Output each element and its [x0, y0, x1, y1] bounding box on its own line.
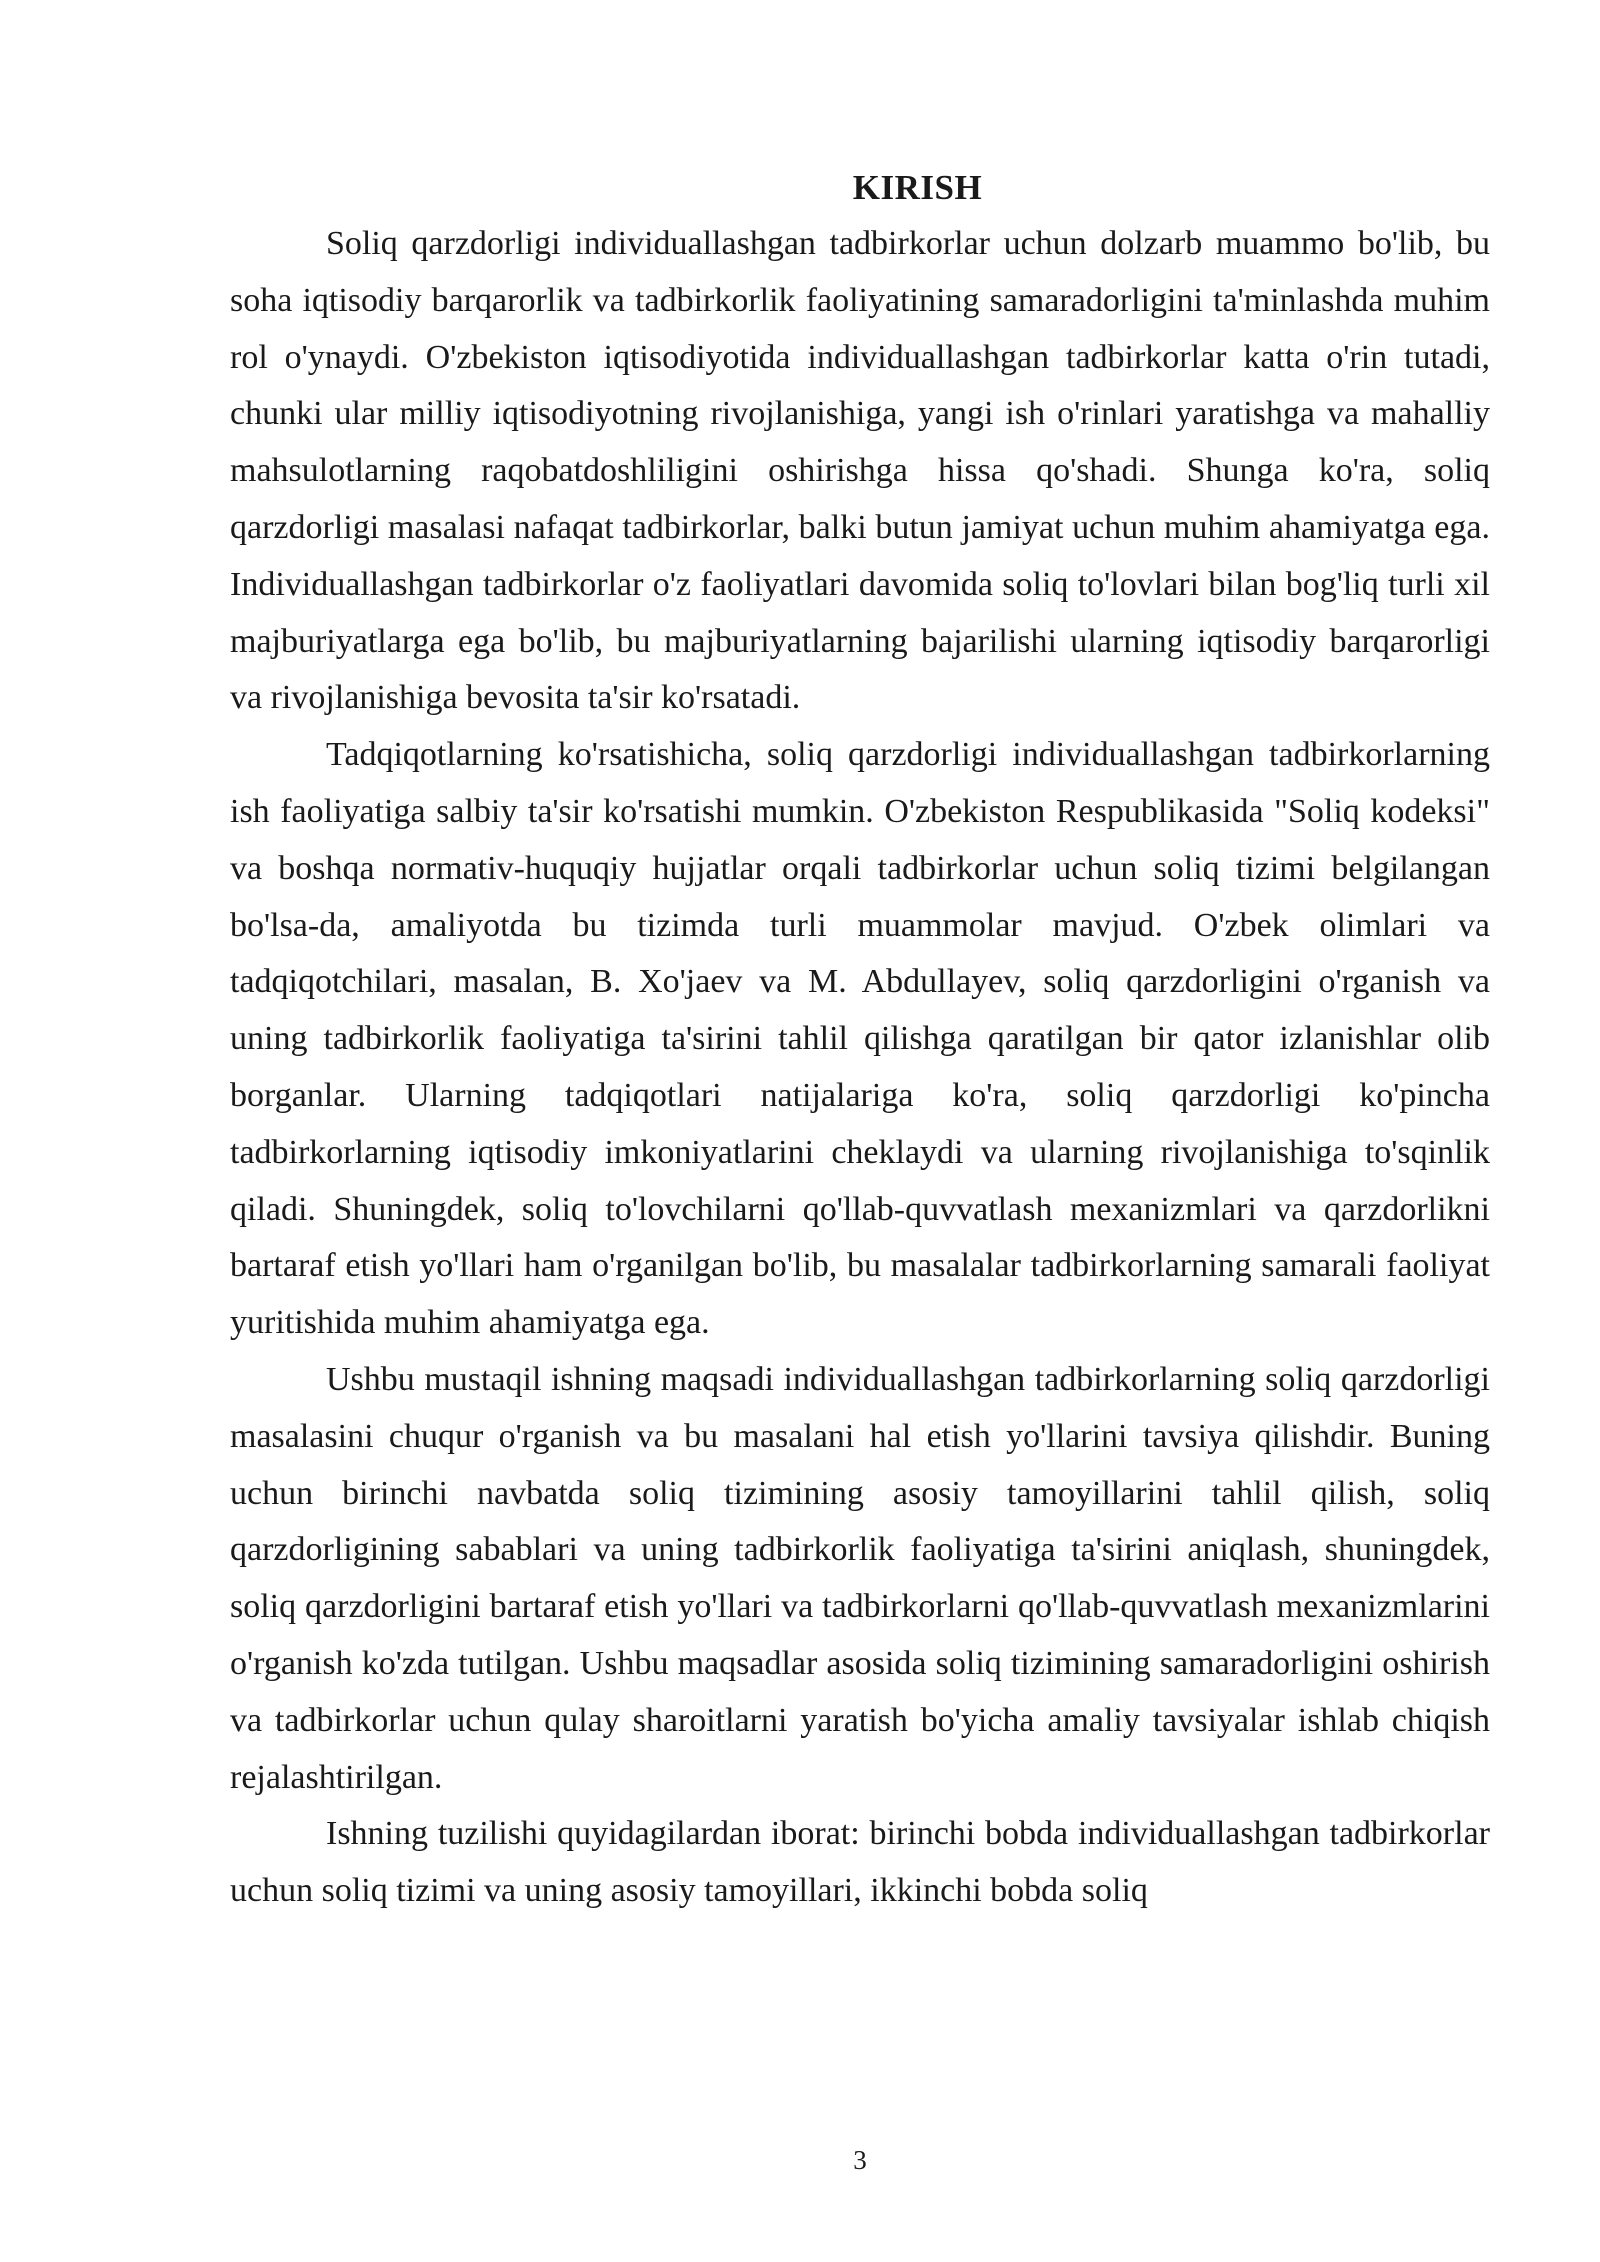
page-number: 3 — [853, 2145, 867, 2175]
paragraph-3: Ushbu mustaqil ishning maqsadi individuallashgan tadbirkorlarning soliq qarzdorligi masalasini chuqur o'rganish va bu masalani hal etish yo'llarini tavsiya qilishdir. Buning uchun birinchi navbatda soliq tizimining asosiy tamoyillarini tahlil qilish, soliq qarzdorligining sabablari va uning tadbirkorlik faoliyatiga ta'sirini aniqlash, shuningdek, soliq qarzdorligini bartaraf etish yo'llari va tadbirkorlarni qo'llab-quvvatlash mexanizmlarini o'rganish ko'zda tutilgan. Ushbu maqsadlar asosida soliq tizimining samaradorligini oshirish va tadbirkorlar uchun qulay sharoitlarni yaratish bo'yicha amaliy tavsiyalar ishlab chiqish rejalashtirilgan. — [230, 1360, 1490, 1796]
page-content — [230, 160, 1490, 1920]
paragraph-1: Soliq qarzdorligi individuallashgan tadbirkorlar uchun dolzarb muammo bo'lib, bu soha iqtisodiy barqarorlik va tadbirkorlik faoliyatining samaradorligini ta'minlashda muhim rol o'ynaydi. O'zbekiston iqtisodiyotida individuallashgan tadbirkorlar katta o'rin tutadi, chunki ular milliy iqtisodiyotning rivojlanishiga, yangi ish o'rinlari yaratishga va mahalliy mahsulotlarning raqobatdoshliligini oshirishga hissa qo'shadi. Shunga ko'ra, soliq qarzdorligi masalasi nafaqat tadbirkorlar, balki butun jamiyat uchun muhim ahamiyatga ega. Individuallashgan tadbirkorlar o'z faoliyatlari davomida soliq to'lovlari bilan bog'liq turli xil majburiyatlarga ega bo'lib, bu majburiyatlarning bajarilishi ularning iqtisodiy barqarorligi va rivojlanishiga bevosita ta'sir ko'rsatadi. — [230, 225, 1490, 717]
paragraph-4: Ishning tuzilishi quyidagilardan iborat: birinchi bobda individuallashgan tadbirkorlar uchun soliq tizimi va uning asosiy tamoyillari, ikkinchi bobda soliq — [230, 1815, 1490, 1910]
page-title: KIRISH — [852, 168, 983, 207]
paragraph-2: Tadqiqotlarning ko'rsatishicha, soliq qarzdorligi individuallashgan tadbirkorlarning ish faoliyatiga salbiy ta'sir ko'rsatishi mumkin. O'zbekiston Respublikasida "Soliq kodeksi" va boshqa normativ-huquqiy hujjatlar orqali tadbirkorlar uchun soliq tizimi belgilangan bo'lsa-da, amaliyotda bu tizimda turli muammolar mavjud. O'zbek olimlari va tadqiqotchilari, masalan, B. Xo'jaev va M. Abdullayev, soliq qarzdorligini o'rganish va uning tadbirkorlik faoliyatiga ta'sirini tahlil qilishga qaratilgan bir qator izlanishlar olib borganlar. Ularning tadqiqotlari natijalariga ko'ra, soliq qarzdorligi ko'pincha tadbirkorlarning iqtisodiy imkoniyatlarini cheklaydi va ularning rivojlanishiga to'sqinlik qiladi. Shuningdek, soliq to'lovchilarni qo'llab-quvvatlash mexanizmlari va qarzdorlikni bartaraf etish yo'llari ham o'rganilgan bo'lib, bu masalalar tadbirkorlarning samarali faoliyat yuritishida muhim ahamiyatga ega. — [230, 736, 1490, 1342]
